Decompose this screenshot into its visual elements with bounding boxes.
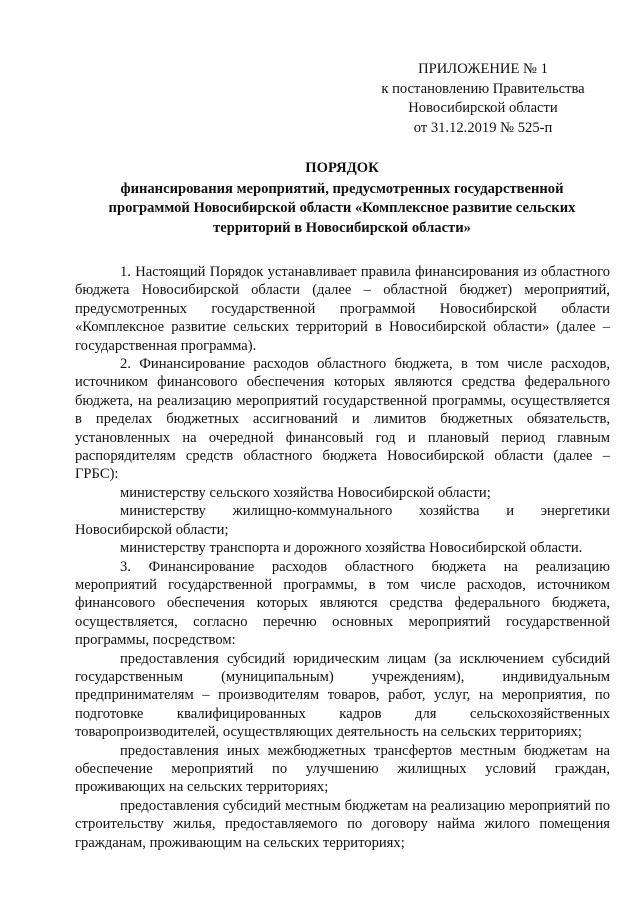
paragraph: 2. Финансирование расходов областного бюджета, в том числе расходов, источником финансового обеспечения которых являются средства федерального бюджета, на реализацию мероприятий государственной программы, осуществляется в пределах бюджетных ассигнований и лимитов бюджетных обязательств, установленных на очередной финансовый год и плановый период главным распорядителям средств областного бюджета Новосибирской области (далее – ГРБС): xyxy=(75,356,610,483)
paragraph: министерству жилищно-коммунального хозяйства и энергетики Новосибирской области; xyxy=(75,503,610,538)
annex-line-2: Новосибирской области xyxy=(408,100,558,116)
heading-line-3: территорий в Новосибирской области» xyxy=(213,219,471,236)
document-heading xyxy=(70,159,614,238)
paragraph: министерству транспорта и дорожного хозяйства Новосибирской области. xyxy=(120,540,583,557)
annex-line-1: к постановлению Правительства xyxy=(381,80,585,97)
annex-line-3: от 31.12.2019 № 525-п xyxy=(413,119,553,136)
paragraph: предоставления субсидий юридическим лицам (за исключением субсидий государственным (муниципальным) учреждениям), индивидуальным предпринимателям – производителям товаров, работ, услуг, на мероприятия, по подготовке квалифицированных кадров для сельскохозяйственных товаропроизводителей, осуществляющих деятельность на сельских территориях; xyxy=(75,650,610,741)
paragraph: предоставления иных межбюджетных трансфертов местным бюджетам на обеспечение мероприятий по улучшению жилищных условий граждан, проживающих на сельских территориях; xyxy=(75,742,610,796)
heading-title: ПОРЯДОК xyxy=(305,160,379,176)
paragraph: предоставления субсидий местным бюджетам на реализацию мероприятий по строительству жилья, предоставляемого по договору найма жилого помещения гражданам, проживающим на сельских территориях; xyxy=(75,797,610,851)
document-body xyxy=(75,263,610,852)
paragraph: министерству сельского хозяйства Новосибирской области; xyxy=(120,484,491,501)
heading-line-2: программой Новосибирской области «Комплексное развитие сельских xyxy=(108,200,576,216)
paragraph: 3. Финансирование расходов областного бюджета на реализацию мероприятий государственной программы, в том числе расходов, источником финансового обеспечения которых являются средства федерального бюджета, осуществляется, согласно перечню основных мероприятий государственной программы, посредством: xyxy=(75,558,610,649)
paragraph: 1. Настоящий Порядок устанавливает правила финансирования из областного бюджета Новосибирской области (далее – областной бюджет) мероприятий, предусмотренных государственной программой Новосибирской области «Комплексное развитие сельских территорий в Новосибирской области» (далее – государственная программа). xyxy=(75,264,610,354)
heading-line-1: финансирования мероприятий, предусмотренных государственной xyxy=(120,180,564,197)
annex-title: ПРИЛОЖЕНИЕ № 1 xyxy=(418,61,548,77)
annex-block xyxy=(372,60,594,138)
